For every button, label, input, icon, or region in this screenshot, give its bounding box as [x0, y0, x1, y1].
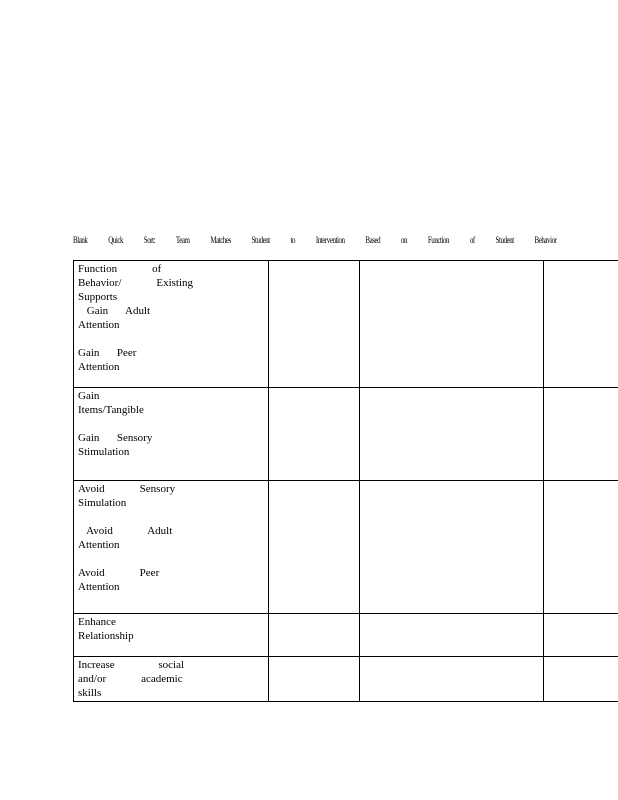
row-label-line: Behavior/ Existing: [78, 277, 194, 289]
heading-word: to: [290, 235, 296, 245]
row-label-line: Supports: [78, 291, 118, 303]
row-label-cell: [74, 481, 269, 614]
empty-cell[interactable]: [360, 614, 544, 657]
table-row: [74, 481, 618, 614]
row-label-line: Attention: [78, 581, 120, 593]
blank-line: [78, 510, 264, 524]
row-label-line: Attention: [78, 361, 120, 373]
empty-cell[interactable]: [544, 614, 618, 657]
empty-cell[interactable]: [360, 481, 544, 614]
heading-word: Sort:: [143, 235, 156, 245]
empty-cell[interactable]: [544, 261, 618, 388]
row-label-line: Increase social: [78, 659, 185, 671]
empty-cell[interactable]: [269, 261, 360, 388]
row-label-line: Attention: [78, 319, 120, 331]
heading-word: on: [400, 235, 408, 245]
row-label-line: and/or academic: [78, 673, 183, 685]
table-row: [74, 657, 618, 702]
empty-cell[interactable]: [544, 657, 618, 702]
heading-word: of: [469, 235, 475, 245]
empty-cell[interactable]: [269, 614, 360, 657]
empty-cell[interactable]: [360, 657, 544, 702]
heading-word: Function: [427, 235, 450, 245]
row-label-line: Attention: [78, 539, 120, 551]
heading-word: Behavior: [534, 235, 557, 245]
heading-word: Matches: [210, 235, 231, 245]
row-label-line: Stimulation: [78, 446, 130, 458]
blank-line: [78, 552, 264, 566]
row-label-cell: [74, 388, 269, 481]
empty-cell[interactable]: [269, 388, 360, 481]
quick-sort-table: [73, 260, 618, 702]
empty-cell[interactable]: [360, 261, 544, 388]
row-label-line: Gain Adult: [78, 305, 151, 317]
empty-cell[interactable]: [269, 657, 360, 702]
blank-line: [78, 417, 264, 431]
heading-word: Student: [495, 235, 514, 245]
row-label-line: skills: [78, 687, 102, 699]
table-row: [74, 614, 618, 657]
empty-cell[interactable]: [544, 388, 618, 481]
heading-word: Team: [175, 235, 190, 245]
row-label-line: Avoid Adult: [78, 525, 173, 537]
empty-cell[interactable]: [360, 388, 544, 481]
table-row: [74, 388, 618, 481]
row-label-line: Function of: [78, 263, 162, 275]
empty-cell[interactable]: [269, 481, 360, 614]
row-label-line: Gain Sensory: [78, 432, 153, 444]
page-heading: [73, 235, 557, 245]
row-label-line: Items/Tangible: [78, 404, 144, 416]
row-label-line: Avoid Peer: [78, 567, 160, 579]
heading-word: Student: [251, 235, 270, 245]
heading-word: Blank: [73, 235, 88, 245]
heading-word: Quick: [108, 235, 124, 245]
empty-cell[interactable]: [544, 481, 618, 614]
row-label-cell: [74, 614, 269, 657]
row-label-line: Gain Peer: [78, 347, 137, 359]
row-label-cell: [74, 261, 269, 388]
row-label-cell: [74, 657, 269, 702]
row-label-line: Enhance: [78, 616, 116, 628]
row-label-line: Avoid Sensory: [78, 483, 176, 495]
heading-word: Based: [365, 235, 381, 245]
heading-word: Intervention: [315, 235, 345, 245]
table-row: [74, 261, 618, 388]
row-label-line: Simulation: [78, 497, 127, 509]
row-label-line: Relationship: [78, 630, 134, 642]
row-label-line: Gain: [78, 390, 100, 402]
blank-line: [78, 332, 264, 346]
